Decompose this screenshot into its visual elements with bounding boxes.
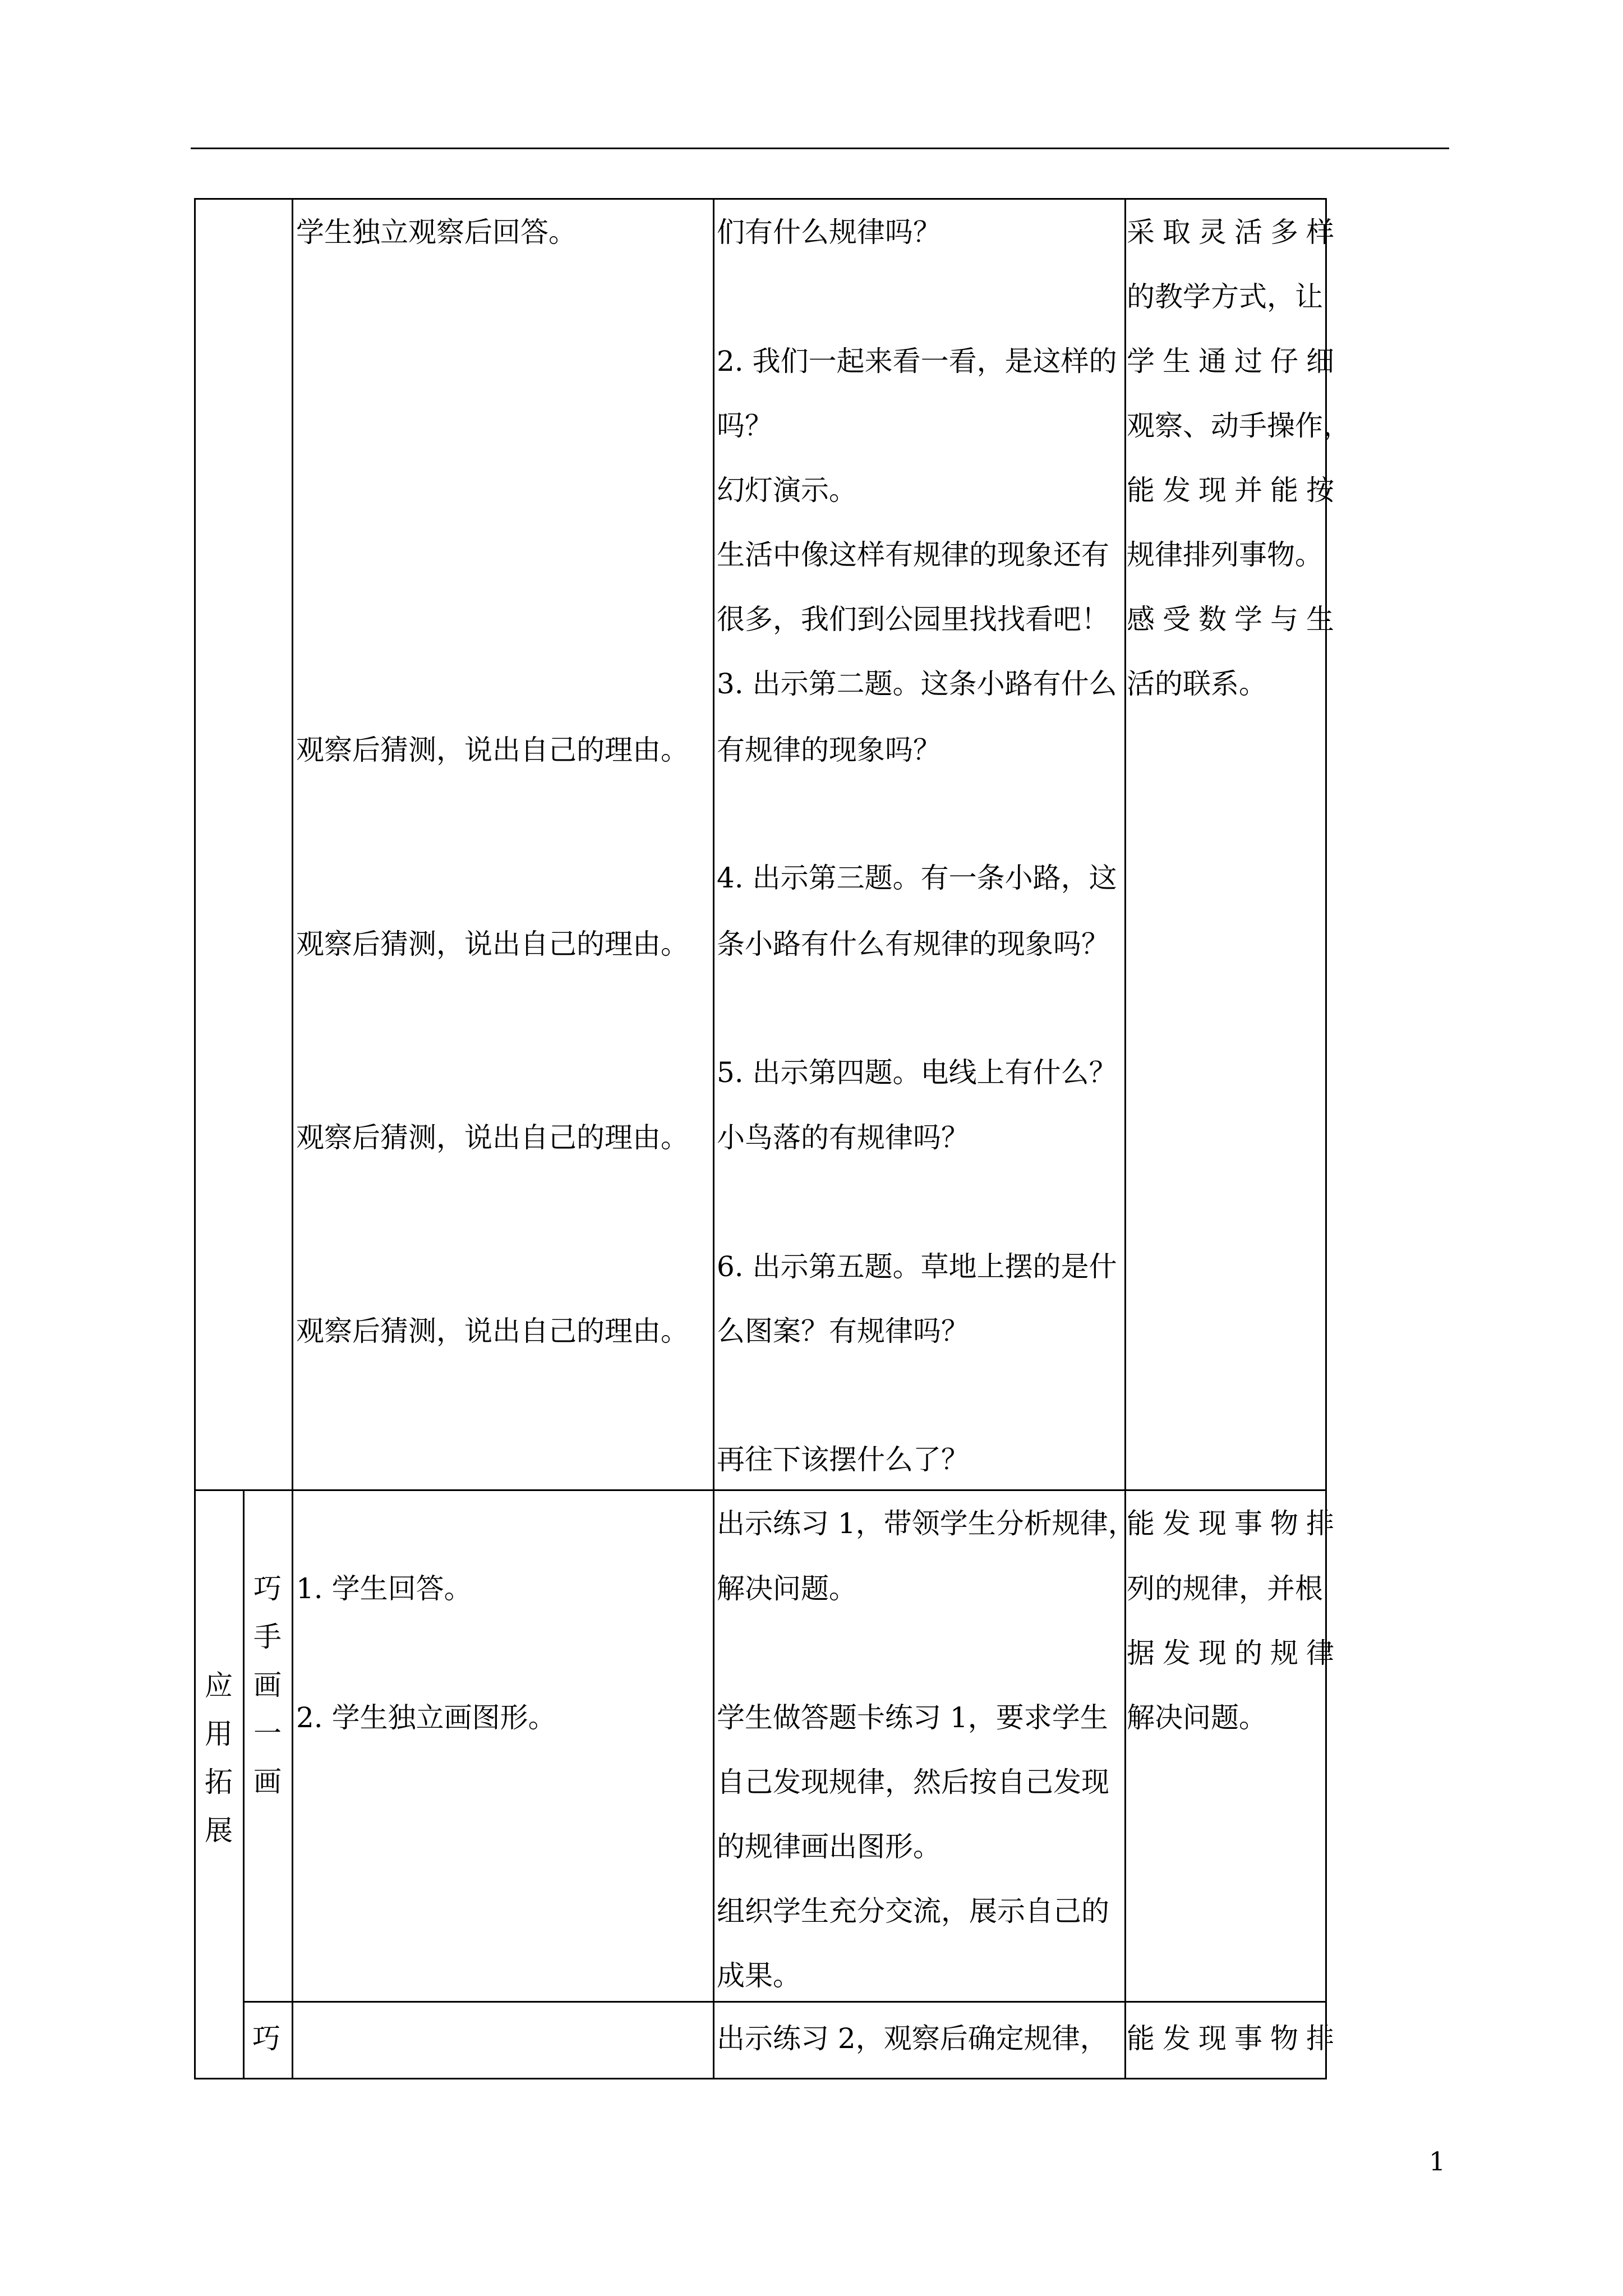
design-intent-text: 解决问题。 — [1127, 1701, 1267, 1734]
student-activity-text: 2. 学生独立画图形。 — [296, 1701, 556, 1734]
design-intent-text: 学生通过仔细 — [1127, 345, 1342, 378]
page-number: 1 — [1429, 2146, 1446, 2177]
table-divider-col3 — [713, 198, 714, 2079]
design-intent-text: 的教学方式，让 — [1127, 280, 1323, 313]
design-intent-text: 活的联系。 — [1127, 668, 1267, 700]
table-divider-col1 — [243, 1489, 245, 2079]
teacher-activity-text: 5. 出示第四题。电线上有什么？ — [717, 1056, 1117, 1089]
teacher-activity-text: 有规律的现象吗？ — [717, 734, 941, 766]
table-border-left — [194, 198, 196, 2079]
teacher-activity-text: 再往下该摆什么了？ — [717, 1443, 969, 1476]
teacher-activity-text: 幻灯演示。 — [717, 474, 857, 507]
teacher-activity-text: 出示练习 1，带领学生分析规律， — [717, 1507, 1136, 1540]
design-intent-text: 能发现事物排 — [1127, 2022, 1342, 2055]
table-border-bottom — [194, 2078, 1327, 2079]
teacher-activity-text: 自己发现规律，然后按自己发现 — [717, 1766, 1109, 1798]
teacher-activity-text: 吗？ — [717, 409, 773, 442]
design-intent-text: 感受数学与生 — [1127, 603, 1342, 636]
design-intent-text: 规律排列事物。 — [1127, 539, 1323, 571]
header-rule — [191, 148, 1449, 149]
student-activity-text: 观察后猜测，说出自己的理由。 — [296, 1121, 689, 1154]
teacher-activity-text: 的规律画出图形。 — [717, 1830, 941, 1863]
table-border-top — [194, 198, 1327, 200]
teacher-activity-text: 生活中像这样有规律的现象还有 — [717, 539, 1109, 571]
design-intent-text: 能发现并能按 — [1127, 474, 1342, 507]
student-activity-text: 观察后猜测，说出自己的理由。 — [296, 734, 689, 766]
teacher-activity-text: 们有什么规律吗？ — [717, 216, 941, 249]
teacher-activity-text: 学生做答题卡练习 1，要求学生 — [717, 1701, 1108, 1734]
student-activity-text: 学生独立观察后回答。 — [296, 216, 577, 249]
teacher-activity-text: 很多，我们到公园里找找看吧！ — [717, 603, 1109, 636]
teacher-activity-text: 小鸟落的有规律吗？ — [717, 1121, 969, 1154]
section-label-vertical: 应 用 拓 展 — [205, 1669, 233, 1847]
teacher-activity-text: 出示练习 2，观察后确定规律， — [717, 2022, 1108, 2055]
design-intent-text: 能发现事物排 — [1127, 1507, 1342, 1540]
teacher-activity-text: 4. 出示第三题。有一条小路，这 — [717, 862, 1117, 894]
student-activity-text: 观察后猜测，说出自己的理由。 — [296, 928, 689, 960]
teacher-activity-text: 成果。 — [717, 1959, 801, 1992]
design-intent-text: 采取灵活多样 — [1127, 216, 1342, 249]
student-activity-text: 观察后猜测，说出自己的理由。 — [296, 1315, 689, 1347]
table-divider-col4 — [1124, 198, 1126, 2079]
teacher-activity-text: 组织学生充分交流，展示自己的 — [717, 1895, 1109, 1927]
teacher-activity-text: 么图案？有规律吗？ — [717, 1315, 969, 1347]
teacher-activity-text: 解决问题。 — [717, 1572, 857, 1605]
table-divider-col2 — [292, 198, 293, 2079]
student-activity-text: 1. 学生回答。 — [296, 1572, 472, 1605]
design-intent-text: 据发现的规律 — [1127, 1637, 1342, 1669]
activity-label-vertical: 巧 手 画 一 画 — [253, 1572, 282, 1798]
teacher-activity-text: 条小路有什么有规律的现象吗？ — [717, 928, 1109, 960]
table-row-divider — [194, 1489, 1327, 1491]
teacher-activity-text: 3. 出示第二题。这条小路有什么 — [717, 668, 1117, 700]
design-intent-text: 列的规律，并根 — [1127, 1572, 1323, 1605]
table-row-divider — [243, 2001, 1327, 2003]
design-intent-text: 观察、动手操作， — [1127, 409, 1351, 442]
activity-label: 巧 — [252, 2022, 280, 2055]
teacher-activity-text: 2. 我们一起来看一看，是这样的 — [717, 345, 1117, 378]
teacher-activity-text: 6. 出示第五题。草地上摆的是什 — [717, 1250, 1117, 1283]
